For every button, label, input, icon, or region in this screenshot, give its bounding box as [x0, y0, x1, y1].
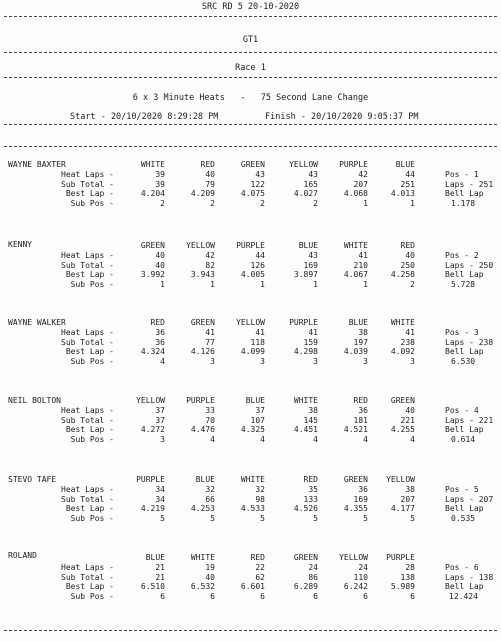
racer-name: ROLAND — [8, 551, 37, 560]
heat-laps-cell: 43 — [255, 170, 265, 179]
sub-total-cell: 40 — [205, 572, 215, 582]
lane-header: RED — [200, 160, 215, 169]
best-lap-cell: 4.099 — [240, 347, 265, 357]
sub-total-cell: 250 — [400, 260, 415, 270]
best-lap-cell: 4.533 — [240, 504, 265, 514]
sub-total-cell: 110 — [353, 572, 368, 582]
race-format: 6 x 3 Minute Heats - 75 Second Lane Change — [132, 93, 369, 103]
heat-laps-cell: 24 — [358, 563, 368, 572]
best-lap-cell: 4.126 — [190, 347, 215, 357]
sub-total-cell: 210 — [353, 260, 368, 270]
sub-pos-cell: 5 — [160, 513, 165, 523]
heat-laps-cell: 43 — [308, 170, 318, 179]
sub-pos-cell: 5 — [363, 513, 368, 523]
heat-laps-cell: 36 — [358, 485, 368, 494]
row-label: Best Lap - — [65, 189, 114, 199]
sub-total-cell: 169 — [303, 260, 318, 270]
divider — [4, 124, 497, 125]
sub-total-cell: 165 — [303, 179, 318, 189]
best-lap-cell: 4.272 — [140, 425, 165, 435]
heat-laps-cell: 41 — [205, 328, 215, 337]
lane-header: BLUE — [395, 160, 415, 169]
sub-pos-cell: 2 — [210, 198, 215, 208]
lane-header: GREEN — [240, 160, 265, 169]
best-lap-cell: 4.177 — [390, 504, 415, 514]
row-label: Heat Laps - — [61, 170, 114, 179]
row-label: Sub Total - — [61, 337, 114, 347]
divider — [4, 16, 497, 17]
lane-header: YELLOW — [339, 553, 368, 562]
row-label: Sub Pos - — [70, 434, 114, 444]
sub-total-cell: 207 — [400, 494, 415, 504]
heat-laps-cell: 32 — [205, 485, 215, 494]
best-lap-cell: 4.075 — [240, 189, 265, 199]
sub-total-cell: 39 — [155, 179, 165, 189]
lane-header: GREEN — [190, 318, 215, 327]
best-lap-cell: 4.068 — [343, 189, 368, 199]
best-lap-cell: 4.067 — [343, 270, 368, 280]
divider — [4, 630, 497, 631]
row-label: Sub Pos - — [70, 513, 114, 523]
racer-name: KENNY — [8, 240, 33, 249]
row-label: Best Lap - — [65, 425, 114, 435]
sub-pos-cell: 4 — [210, 434, 215, 444]
bell-lap-value: 0.614 — [451, 434, 476, 444]
heat-laps-cell: 40 — [155, 251, 165, 260]
bell-lap-value: 0.535 — [451, 513, 476, 523]
row-label: Sub Total - — [61, 415, 114, 425]
heat-laps-cell: 42 — [205, 251, 215, 260]
heat-laps-cell: 40 — [205, 170, 215, 179]
divider — [4, 146, 497, 147]
finish-time: Finish - 20/10/2020 9:05:37 PM — [265, 112, 419, 122]
sub-pos-cell: 4 — [260, 434, 265, 444]
sub-total-cell: 251 — [400, 179, 415, 189]
final-position: Pos - 1 — [445, 170, 479, 179]
best-lap-cell: 6.510 — [140, 582, 165, 592]
racer-name: WAYNE BAXTER — [8, 160, 66, 169]
sub-pos-cell: 1 — [363, 198, 368, 208]
lane-header: WHITE — [343, 241, 368, 250]
heat-laps-cell: 36 — [358, 406, 368, 415]
bell-lap-value: 6.530 — [451, 356, 476, 366]
row-label: Best Lap - — [65, 582, 114, 592]
best-lap-cell: 4.092 — [390, 347, 415, 357]
heat-laps-cell: 42 — [358, 170, 368, 179]
heat-laps-cell: 38 — [358, 328, 368, 337]
sub-total-cell: 133 — [303, 494, 318, 504]
bell-lap-label: Bell Lap — [445, 189, 484, 199]
bell-lap-label: Bell Lap — [445, 425, 484, 435]
sub-pos-cell: 1 — [260, 279, 265, 289]
heat-laps-cell: 41 — [255, 328, 265, 337]
sub-pos-cell: 5 — [210, 513, 215, 523]
best-lap-cell: 4.324 — [140, 347, 165, 357]
lane-header: GREEN — [293, 553, 318, 562]
lane-header: BLUE — [145, 553, 165, 562]
sub-pos-cell: 6 — [363, 591, 368, 601]
heat-laps-cell: 36 — [155, 328, 165, 337]
best-lap-cell: 4.255 — [390, 425, 415, 435]
total-laps: Laps - 238 — [445, 337, 494, 347]
heat-laps-cell: 22 — [255, 563, 265, 572]
best-lap-cell: 6.289 — [293, 582, 318, 592]
heat-laps-cell: 35 — [308, 485, 318, 494]
sub-pos-cell: 3 — [410, 356, 415, 366]
best-lap-cell: 5.989 — [390, 582, 415, 592]
divider — [4, 77, 497, 78]
race-label: Race 1 — [235, 63, 266, 73]
sub-total-cell: 82 — [205, 260, 215, 270]
best-lap-cell: 4.204 — [140, 189, 165, 199]
heat-laps-cell: 44 — [255, 251, 265, 260]
sub-total-cell: 37 — [155, 415, 165, 425]
best-lap-cell: 4.298 — [293, 347, 318, 357]
racer-block — [0, 318, 501, 408]
heat-laps-cell: 44 — [405, 170, 415, 179]
sub-pos-cell: 6 — [410, 591, 415, 601]
sub-total-cell: 169 — [353, 494, 368, 504]
row-label: Heat Laps - — [61, 485, 114, 494]
lane-header: YELLOW — [386, 475, 415, 484]
sub-total-cell: 221 — [400, 415, 415, 425]
page-title: SRC RD 5 20-10-2020 — [201, 2, 300, 12]
best-lap-cell: 4.476 — [190, 425, 215, 435]
best-lap-cell: 4.013 — [390, 189, 415, 199]
sub-total-cell: 238 — [400, 337, 415, 347]
lane-header: RED — [150, 318, 165, 327]
best-lap-cell: 6.242 — [343, 582, 368, 592]
lane-header: RED — [250, 553, 265, 562]
lane-header: WHITE — [240, 475, 265, 484]
sub-pos-cell: 4 — [363, 434, 368, 444]
lane-header: PURPLE — [186, 396, 215, 405]
best-lap-cell: 4.355 — [343, 504, 368, 514]
row-label: Heat Laps - — [61, 406, 114, 415]
final-position: Pos - 5 — [445, 485, 479, 494]
heat-laps-cell: 21 — [155, 563, 165, 572]
best-lap-cell: 4.526 — [293, 504, 318, 514]
lane-header: WHITE — [390, 318, 415, 327]
sub-total-cell: 122 — [250, 179, 265, 189]
heat-laps-cell: 41 — [405, 328, 415, 337]
sub-total-cell: 159 — [303, 337, 318, 347]
total-laps: Laps - 250 — [445, 260, 494, 270]
heat-laps-cell: 41 — [358, 251, 368, 260]
sub-total-cell: 21 — [155, 572, 165, 582]
start-time: Start - 20/10/2020 8:29:28 PM — [70, 112, 219, 122]
heat-laps-cell: 34 — [155, 485, 165, 494]
bell-lap-label: Bell Lap — [445, 347, 484, 357]
sub-total-cell: 118 — [250, 337, 265, 347]
bell-lap-value: 12.424 — [449, 591, 478, 601]
best-lap-cell: 4.209 — [190, 189, 215, 199]
row-label: Heat Laps - — [61, 328, 114, 337]
sub-total-cell: 181 — [353, 415, 368, 425]
lane-header: RED — [303, 475, 318, 484]
best-lap-cell: 4.253 — [190, 504, 215, 514]
bell-lap-label: Bell Lap — [445, 504, 484, 514]
sub-total-cell: 79 — [205, 179, 215, 189]
sub-pos-cell: 3 — [313, 356, 318, 366]
divider — [4, 52, 497, 53]
lane-header: BLUE — [298, 241, 318, 250]
lane-header: WHITE — [190, 553, 215, 562]
racer-block — [0, 238, 501, 328]
sub-pos-cell: 4 — [160, 356, 165, 366]
best-lap-cell: 6.601 — [240, 582, 265, 592]
sub-total-cell: 107 — [250, 415, 265, 425]
sub-total-cell: 197 — [353, 337, 368, 347]
sub-pos-cell: 6 — [160, 591, 165, 601]
sub-pos-cell: 3 — [210, 356, 215, 366]
row-label: Sub Total - — [61, 572, 114, 582]
sub-total-cell: 36 — [155, 337, 165, 347]
row-label: Heat Laps - — [61, 251, 114, 260]
heat-laps-cell: 38 — [308, 406, 318, 415]
heat-laps-cell: 40 — [405, 406, 415, 415]
heat-laps-cell: 43 — [308, 251, 318, 260]
lane-header: GREEN — [140, 241, 165, 250]
best-lap-cell: 6.532 — [190, 582, 215, 592]
lane-header: PURPLE — [136, 475, 165, 484]
sub-pos-cell: 2 — [160, 198, 165, 208]
row-label: Sub Pos - — [70, 198, 114, 208]
row-label: Sub Total - — [61, 179, 114, 189]
class-name: GT1 — [242, 35, 259, 45]
sub-total-cell: 138 — [400, 572, 415, 582]
sub-total-cell: 145 — [303, 415, 318, 425]
racer-name: STEVO TAFE — [8, 475, 57, 484]
lane-header: PURPLE — [236, 241, 265, 250]
best-lap-cell: 4.325 — [240, 425, 265, 435]
lane-header: WHITE — [140, 160, 165, 169]
heat-laps-cell: 33 — [205, 406, 215, 415]
racer-block — [0, 396, 501, 486]
row-label: Sub Pos - — [70, 356, 114, 366]
lane-header: YELLOW — [289, 160, 318, 169]
lane-header: PURPLE — [339, 160, 368, 169]
best-lap-cell: 3.943 — [190, 270, 215, 280]
sub-pos-cell: 3 — [160, 434, 165, 444]
row-label: Sub Pos - — [70, 279, 114, 289]
row-label: Sub Total - — [61, 260, 114, 270]
heat-laps-cell: 37 — [155, 406, 165, 415]
racer-block — [0, 551, 501, 641]
best-lap-cell: 4.521 — [343, 425, 368, 435]
total-laps: Laps - 221 — [445, 415, 494, 425]
sub-pos-cell: 2 — [313, 198, 318, 208]
row-label: Best Lap - — [65, 504, 114, 514]
sub-pos-cell: 1 — [210, 279, 215, 289]
lane-header: YELLOW — [236, 318, 265, 327]
total-laps: Laps - 207 — [445, 494, 494, 504]
lane-header: YELLOW — [186, 241, 215, 250]
bell-lap-label: Bell Lap — [445, 582, 484, 592]
racer-block — [0, 160, 501, 250]
row-label: Sub Pos - — [70, 591, 114, 601]
lane-header: BLUE — [245, 396, 265, 405]
heat-laps-cell: 32 — [255, 485, 265, 494]
best-lap-cell: 4.451 — [293, 425, 318, 435]
sub-pos-cell: 1 — [410, 198, 415, 208]
sub-pos-cell: 6 — [210, 591, 215, 601]
lane-header: BLUE — [348, 318, 368, 327]
final-position: Pos - 4 — [445, 406, 479, 415]
lane-header: YELLOW — [136, 396, 165, 405]
sub-total-cell: 77 — [205, 337, 215, 347]
sub-pos-cell: 6 — [313, 591, 318, 601]
heat-laps-cell: 28 — [405, 563, 415, 572]
lane-header: BLUE — [195, 475, 215, 484]
lane-header: PURPLE — [386, 553, 415, 562]
sub-pos-cell: 4 — [410, 434, 415, 444]
row-label: Heat Laps - — [61, 563, 114, 572]
heat-laps-cell: 41 — [308, 328, 318, 337]
heat-laps-cell: 19 — [205, 563, 215, 572]
heat-laps-cell: 39 — [155, 170, 165, 179]
lane-header: RED — [353, 396, 368, 405]
best-lap-cell: 4.219 — [140, 504, 165, 514]
sub-pos-cell: 5 — [410, 513, 415, 523]
lane-header: RED — [400, 241, 415, 250]
best-lap-cell: 4.258 — [390, 270, 415, 280]
final-position: Pos - 6 — [445, 563, 479, 572]
bell-lap-value: 1.178 — [451, 198, 476, 208]
sub-total-cell: 62 — [255, 572, 265, 582]
bell-lap-value: 5.728 — [451, 279, 476, 289]
sub-total-cell: 86 — [308, 572, 318, 582]
best-lap-cell: 3.897 — [293, 270, 318, 280]
sub-total-cell: 126 — [250, 260, 265, 270]
bell-lap-label: Bell Lap — [445, 270, 484, 280]
sub-pos-cell: 3 — [260, 356, 265, 366]
best-lap-cell: 4.039 — [343, 347, 368, 357]
sub-pos-cell: 6 — [260, 591, 265, 601]
sub-total-cell: 98 — [255, 494, 265, 504]
heat-laps-cell: 40 — [405, 251, 415, 260]
final-position: Pos - 2 — [445, 251, 479, 260]
sub-pos-cell: 5 — [313, 513, 318, 523]
sub-pos-cell: 5 — [260, 513, 265, 523]
heat-laps-cell: 24 — [308, 563, 318, 572]
racer-name: WAYNE WALKER — [8, 318, 66, 327]
sub-pos-cell: 1 — [160, 279, 165, 289]
sub-total-cell: 207 — [353, 179, 368, 189]
row-label: Best Lap - — [65, 347, 114, 357]
best-lap-cell: 4.005 — [240, 270, 265, 280]
sub-total-cell: 40 — [155, 260, 165, 270]
sub-pos-cell: 3 — [363, 356, 368, 366]
heat-laps-cell: 38 — [405, 485, 415, 494]
total-laps: Laps - 138 — [445, 572, 494, 582]
sub-total-cell: 66 — [205, 494, 215, 504]
lane-header: GREEN — [390, 396, 415, 405]
best-lap-cell: 3.992 — [140, 270, 165, 280]
sub-pos-cell: 2 — [260, 198, 265, 208]
sub-total-cell: 70 — [205, 415, 215, 425]
lane-header: WHITE — [293, 396, 318, 405]
final-position: Pos - 3 — [445, 328, 479, 337]
sub-pos-cell: 1 — [313, 279, 318, 289]
lane-header: PURPLE — [289, 318, 318, 327]
total-laps: Laps - 251 — [445, 179, 494, 189]
lane-header: GREEN — [343, 475, 368, 484]
best-lap-cell: 4.027 — [293, 189, 318, 199]
sub-pos-cell: 4 — [313, 434, 318, 444]
sub-total-cell: 34 — [155, 494, 165, 504]
row-label: Sub Total - — [61, 494, 114, 504]
heat-laps-cell: 37 — [255, 406, 265, 415]
sub-pos-cell: 1 — [363, 279, 368, 289]
row-label: Best Lap - — [65, 270, 114, 280]
sub-pos-cell: 2 — [410, 279, 415, 289]
racer-name: NEIL BOLTON — [8, 396, 61, 405]
